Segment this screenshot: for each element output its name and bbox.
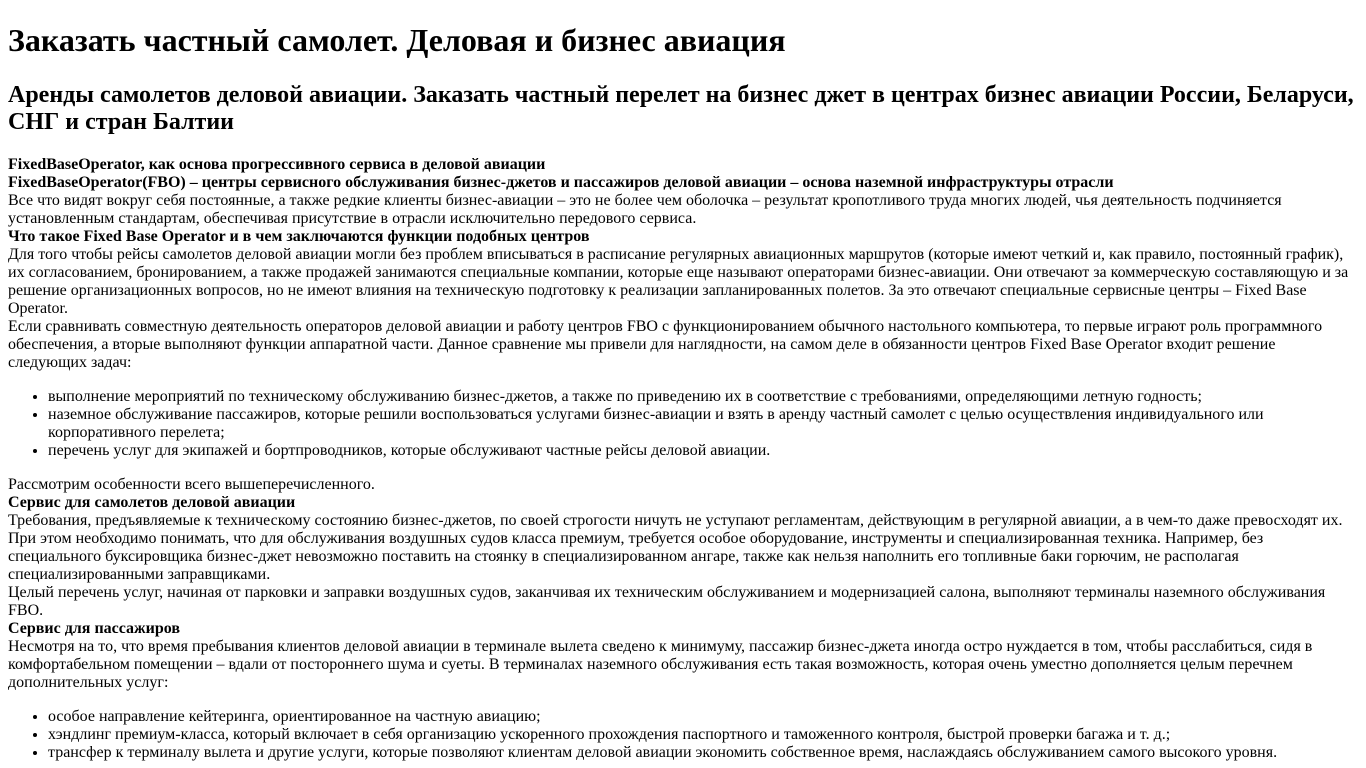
list-item: • хэндлинг премиум-класса, который включает в себя организацию ускоренного прохождения паспортного и таможенного контроля, быстрой проверки багажа и т. д.;: [48, 726, 1358, 744]
heading-fbo-centers: FixedBaseOperator(FBO) – центры сервисного обслуживания бизнес-джетов и пассажиров деловой авиации – основа наземной инфраструктуры отрасли: [8, 174, 1114, 191]
page-title: Заказать частный самолет. Деловая и бизнес авиация: [8, 22, 786, 58]
paragraph-schedule: Для того чтобы рейсы самолетов деловой авиации могли без проблем вписываться в расписание регулярных авиационных маршрутов (которые имеют четкий и, как правило, постоянный график), их согласованием, бронированием, а также продажей занимаются специальные компании, которые еще называют операторами бизнес-авиации. Они отвечают за коммерческую составляющую и за решение организационных вопросов, но не имеют влияния на техническую подготовку к реализации запланированных полетов. За это отвечают специальные сервисные центры – Fixed Base Operator.: [8, 246, 1349, 317]
list-item: • особое направление кейтеринга, ориентированное на частную авиацию;: [48, 708, 1358, 726]
paragraph-time: Несмотря на то, что время пребывания клиентов деловой авиации в терминале вылета сведено к минимуму, пассажир бизнес-джета иногда остро нуждается в том, чтобы расслабиться, сидя в комфортабельном помещении – вдали от постороннего шума и суеты. В терминалах наземного обслуживания есть такая возможность, которая очень уместно дополняется целым перечнем дополнительных услуг:: [8, 638, 1313, 691]
paragraph-compare: Если сравнивать совместную деятельность операторов деловой авиации и работу центров FBO с функционированием обычного настольного компьютера, то первые играют роль программного обеспечения, а вторые выполняют функции аппаратной части. Данное сравнение мы привели для наглядности, на самом деле в обязанности центров Fixed Base Operator входит решение следующих задач:: [8, 318, 1323, 371]
list-item: • выполнение мероприятий по техническому обслуживанию бизнес-джетов, а также по приведению их в соответствие с требованиями, определяющими летную годность;: [48, 388, 1358, 406]
tasks-list: [8, 388, 1358, 460]
heading-passenger-service: Сервис для пассажиров: [8, 620, 181, 637]
list-item: • наземное обслуживание пассажиров, которые решили воспользоваться услугами бизнес-авиации и взять в аренду частный самолет с целью осуществления индивидуального или корпоративного перелета;: [48, 406, 1358, 442]
heading-aircraft-service: Сервис для самолетов деловой авиации: [8, 494, 296, 511]
list-item: • трансфер к терминалу вылета и другие услуги, которые позволяют клиентам деловой авиации экономить собственное время, наслаждаясь обслуживанием самого высокого уровня.: [48, 744, 1358, 762]
list-item: • перечень услуг для экипажей и бортпроводников, которые обслуживают частные рейсы деловой авиации.: [48, 442, 1358, 460]
heading-fbo: FixedBaseOperator, как основа прогрессивного сервиса в деловой авиации: [8, 156, 546, 173]
paragraph-everything: Все что видят вокруг себя постоянные, а также редкие клиенты бизнес-авиации – это не более чем оболочка – результат кропотливого труда многих людей, чья деятельность подчиняется установленным стандартам, обеспечивая присутствие в отрасли исключительно передового сервиса.: [8, 192, 1282, 227]
paragraph-requirements: Требования, предъявляемые к техническому состоянию бизнес-джетов, по своей строгости ничуть не уступают регламентам, действующим в регулярной авиации, а в чем-то даже превосходят их. При этом необходимо понимать, что для обслуживания воздушных судов класса премиум, требуется особое оборудование, инструменты и специализированная техника. Например, без специального буксировщика бизнес-джет невозможно поставить на стоянку в специализированном ангаре, также как нельзя наполнить его топливные баки горючим, не располагая специализированными заправщиками.: [8, 512, 1343, 583]
paragraph-services: Целый перечень услуг, начиная от парковки и заправки воздушных судов, заканчивая их техническим обслуживанием и модернизацией салона, выполняют терминалы наземного обслуживания FBO.: [8, 584, 1326, 619]
article-content: [8, 156, 1358, 762]
paragraph-consider: Рассмотрим особенности всего вышеперечисленного.: [8, 476, 375, 493]
services-list: [8, 708, 1358, 762]
page-subtitle: Аренды самолетов деловой авиации. Заказать частный перелет на бизнес джет в центрах бизнес авиации России, Беларуси, СНГ и стран Балтии: [8, 82, 1354, 135]
heading-what-is-fbo: Что такое Fixed Base Operator и в чем заключаются функции подобных центров: [8, 228, 590, 245]
